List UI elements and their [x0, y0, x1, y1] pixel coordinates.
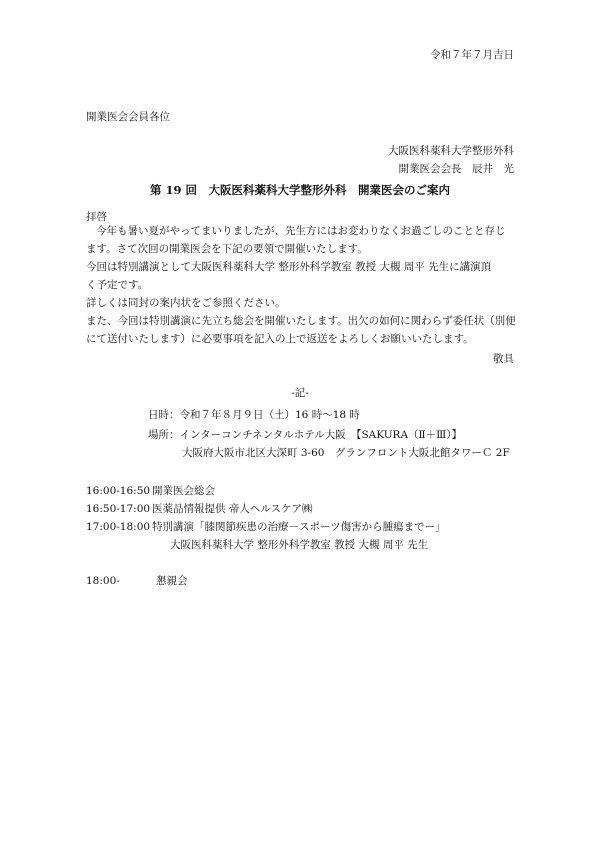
body-line: 今回は特別講演として大阪医科薬科大学 整形外科学教室 教授 大槻 周平 先生に講演頂	[86, 261, 492, 273]
sender-name: 開業医会会長 辰井 光	[398, 163, 514, 175]
event-venue: 場所：インターコンチネンタルホテル大阪 【SAKURA（Ⅱ＋Ⅲ）】	[148, 429, 463, 441]
body-line: 今年も暑い夏がやってまいりましたが、先生方にはお変わりなくお過ごしのことと存じ	[96, 225, 506, 237]
reception-item: 懇親会	[156, 575, 188, 587]
schedule-item: 医薬品情報提供 帝人ヘルスケア㈱	[152, 503, 313, 515]
reception-time: 18:00-	[86, 575, 120, 587]
lecturer: 大阪医科薬科大学 整形外科学教室 教授 大槻 周平 先生	[170, 539, 429, 551]
notice-heading: -記-	[291, 387, 309, 399]
schedule-time: 16:00-16:50	[86, 485, 151, 497]
schedule-item: 特別講演「膝関節疾患の治療－スポーツ傷害から腫瘍までー」	[152, 521, 446, 533]
body-line: 詳しくは同封の案内状をご参照ください。	[86, 297, 286, 309]
body-paragraph	[86, 226, 516, 366]
body-line: ます。さて次回の開業医会を下記の要領で開催いたします。	[86, 243, 368, 255]
recipient: 開業医会会員各位	[86, 111, 170, 123]
schedule-time: 17:00-18:00	[86, 521, 151, 533]
document-title: 第 19 回 大阪医科薬科大学整形外科 開業医会のご案内	[149, 183, 450, 197]
closing: 敬具	[493, 353, 514, 365]
issue-date: 令和７年７月吉日	[430, 49, 514, 61]
event-datetime: 日時：令和７年８月９日（土）16 時～18 時	[148, 409, 360, 421]
sender-organization: 大阪医科薬科大学整形外科	[388, 145, 514, 157]
schedule-item: 開業医会総会	[152, 485, 215, 497]
event-address: 大阪府大阪市北区大深町 3-60 グランフロント大阪北館タワーＣ 2F	[182, 447, 510, 459]
body-line: にて送付いたします）に必要事項を記入の上で返送をよろしくお願いいたします。	[86, 333, 474, 345]
body-line: また、今回は特別講演に先立ち総会を開催いたします。出欠の如何に関わらず委任状（別便	[86, 315, 516, 327]
greeting: 拝啓	[86, 211, 107, 223]
body-line: く予定です。	[86, 279, 149, 291]
schedule-time: 16:50-17:00	[86, 503, 151, 515]
